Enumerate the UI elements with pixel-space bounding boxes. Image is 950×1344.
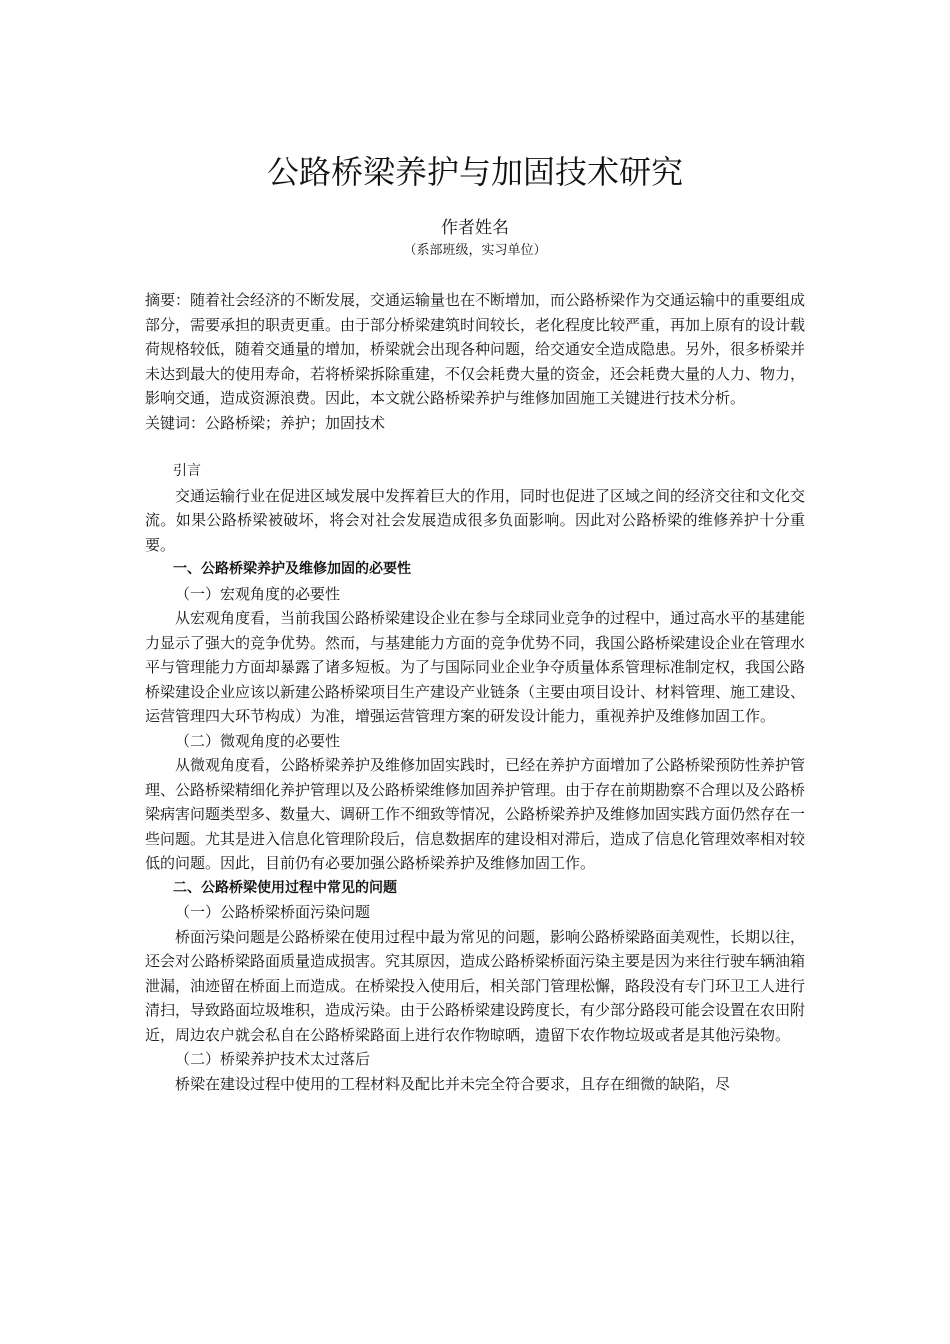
section1-subheading-2: （二）微观角度的必要性: [175, 731, 341, 750]
section2-paragraph-1: 桥面污染问题是公路桥梁在使用过程中最为常见的问题，影响公路桥梁路面美观性，长期以往，还会对公路桥梁路面质量造成损害。究其原因，造成公路桥梁桥面污染主要是因为来往行驶车辆油箱泄漏，油迹留在桥面上而造成。在桥梁投入使用后，相关部门管理松懈，路段没有专门环卫工人进行清扫，导致路面垃圾堆积，造成污染。由于公路桥梁建设跨度长，有少部分路段可能会设置在农田附近，周边农户就会私自在公路桥梁路面上进行农作物晾晒，遗留下农作物垃圾或者是其他污染物。: [145, 927, 806, 1044]
section1-heading: 一、公路桥梁养护及维修加固的必要性: [173, 561, 411, 577]
section2-subheading-2: （二）桥梁养护技术太过落后: [175, 1050, 371, 1068]
section2-heading: 二、公路桥梁使用过程中常见的问题: [173, 879, 397, 896]
document-title: 公路桥梁养护与加固技术研究: [266, 153, 683, 191]
section1-paragraph-1: 从宏观角度看，当前我国公路桥梁建设企业在参与全球同业竞争的过程中，通过高水平的基建能力显示了强大的竞争优势。然而，与基建能力方面的竞争优势不同，我国公路桥梁建设企业在管理水平与管理能力方面却暴露了诸多短板。为了与国际同业企业争夺质量体系管理标准制定权，我国公路桥梁建设企业应该以新建公路桥梁项目生产建设产业链条（主要由项目设计、材料管理、施工建设、运营管理四大环节构成）为准，增强运营管理方案的研发设计能力，重视养护及维修加固工作。: [145, 609, 806, 725]
author-affiliation: （系部班级，实习单位）: [403, 243, 547, 258]
intro-paragraph: 交通运输行业在促进区域发展中发挥着巨大的作用，同时也促进了区域之间的经济交往和文化交流。如果公路桥梁被破坏，将会对社会发展造成很多负面影响。因此对公路桥梁的维修养护十分重要。: [145, 486, 806, 554]
section2-subheading-1: （一）公路桥梁桥面污染问题: [175, 903, 371, 921]
keywords: 关键词：公路桥梁；养护；加固技术: [145, 413, 386, 432]
author-name: 作者姓名: [441, 218, 509, 238]
spacer: [145, 435, 805, 459]
abstract: 摘要：随着社会经济的不断发展，交通运输量也在不断增加，而公路桥梁作为交通运输中的重要组成部分，需要承担的职责更重。由于部分桥梁建筑时间较长，老化程度比较严重，再加上原有的设计载荷规格较低，随着交通量的增加，桥梁就会出现各种问题，给交通安全造成隐患。另外，很多桥梁并未达到最大的使用寿命，若将桥梁拆除重建，不仅会耗费大量的资金，还会耗费大量的人力、物力，影响交通，造成资源浪费。因此，本文就公路桥梁养护与维修加固施工关键进行技术分析。: [145, 291, 806, 407]
section2-paragraph-2: 桥梁在建设过程中使用的工程材料及配比并未完全符合要求，且存在细微的缺陷，尽: [175, 1074, 731, 1093]
document-page: [145, 150, 805, 1096]
intro-heading: 引言: [173, 463, 201, 479]
section1-paragraph-2: 从微观角度看，公路桥梁养护及维修加固实践时，已经在养护方面增加了公路桥梁预防性养护管理、公路桥梁精细化养护管理以及公路桥梁维修加固养护管理。由于存在前期勘察不合理以及公路桥梁病害问题类型多、数量大、调研工作不细致等情况，公路桥梁养护及维修加固实践方面仍然存在一些问题。尤其是进入信息化管理阶段后，信息数据库的建设相对滞后，造成了信息化管理效率相对较低的问题。因此，目前仍有必要加强公路桥梁养护及维修加固工作。: [145, 756, 806, 872]
section1-subheading-1: （一）宏观角度的必要性: [175, 584, 341, 603]
